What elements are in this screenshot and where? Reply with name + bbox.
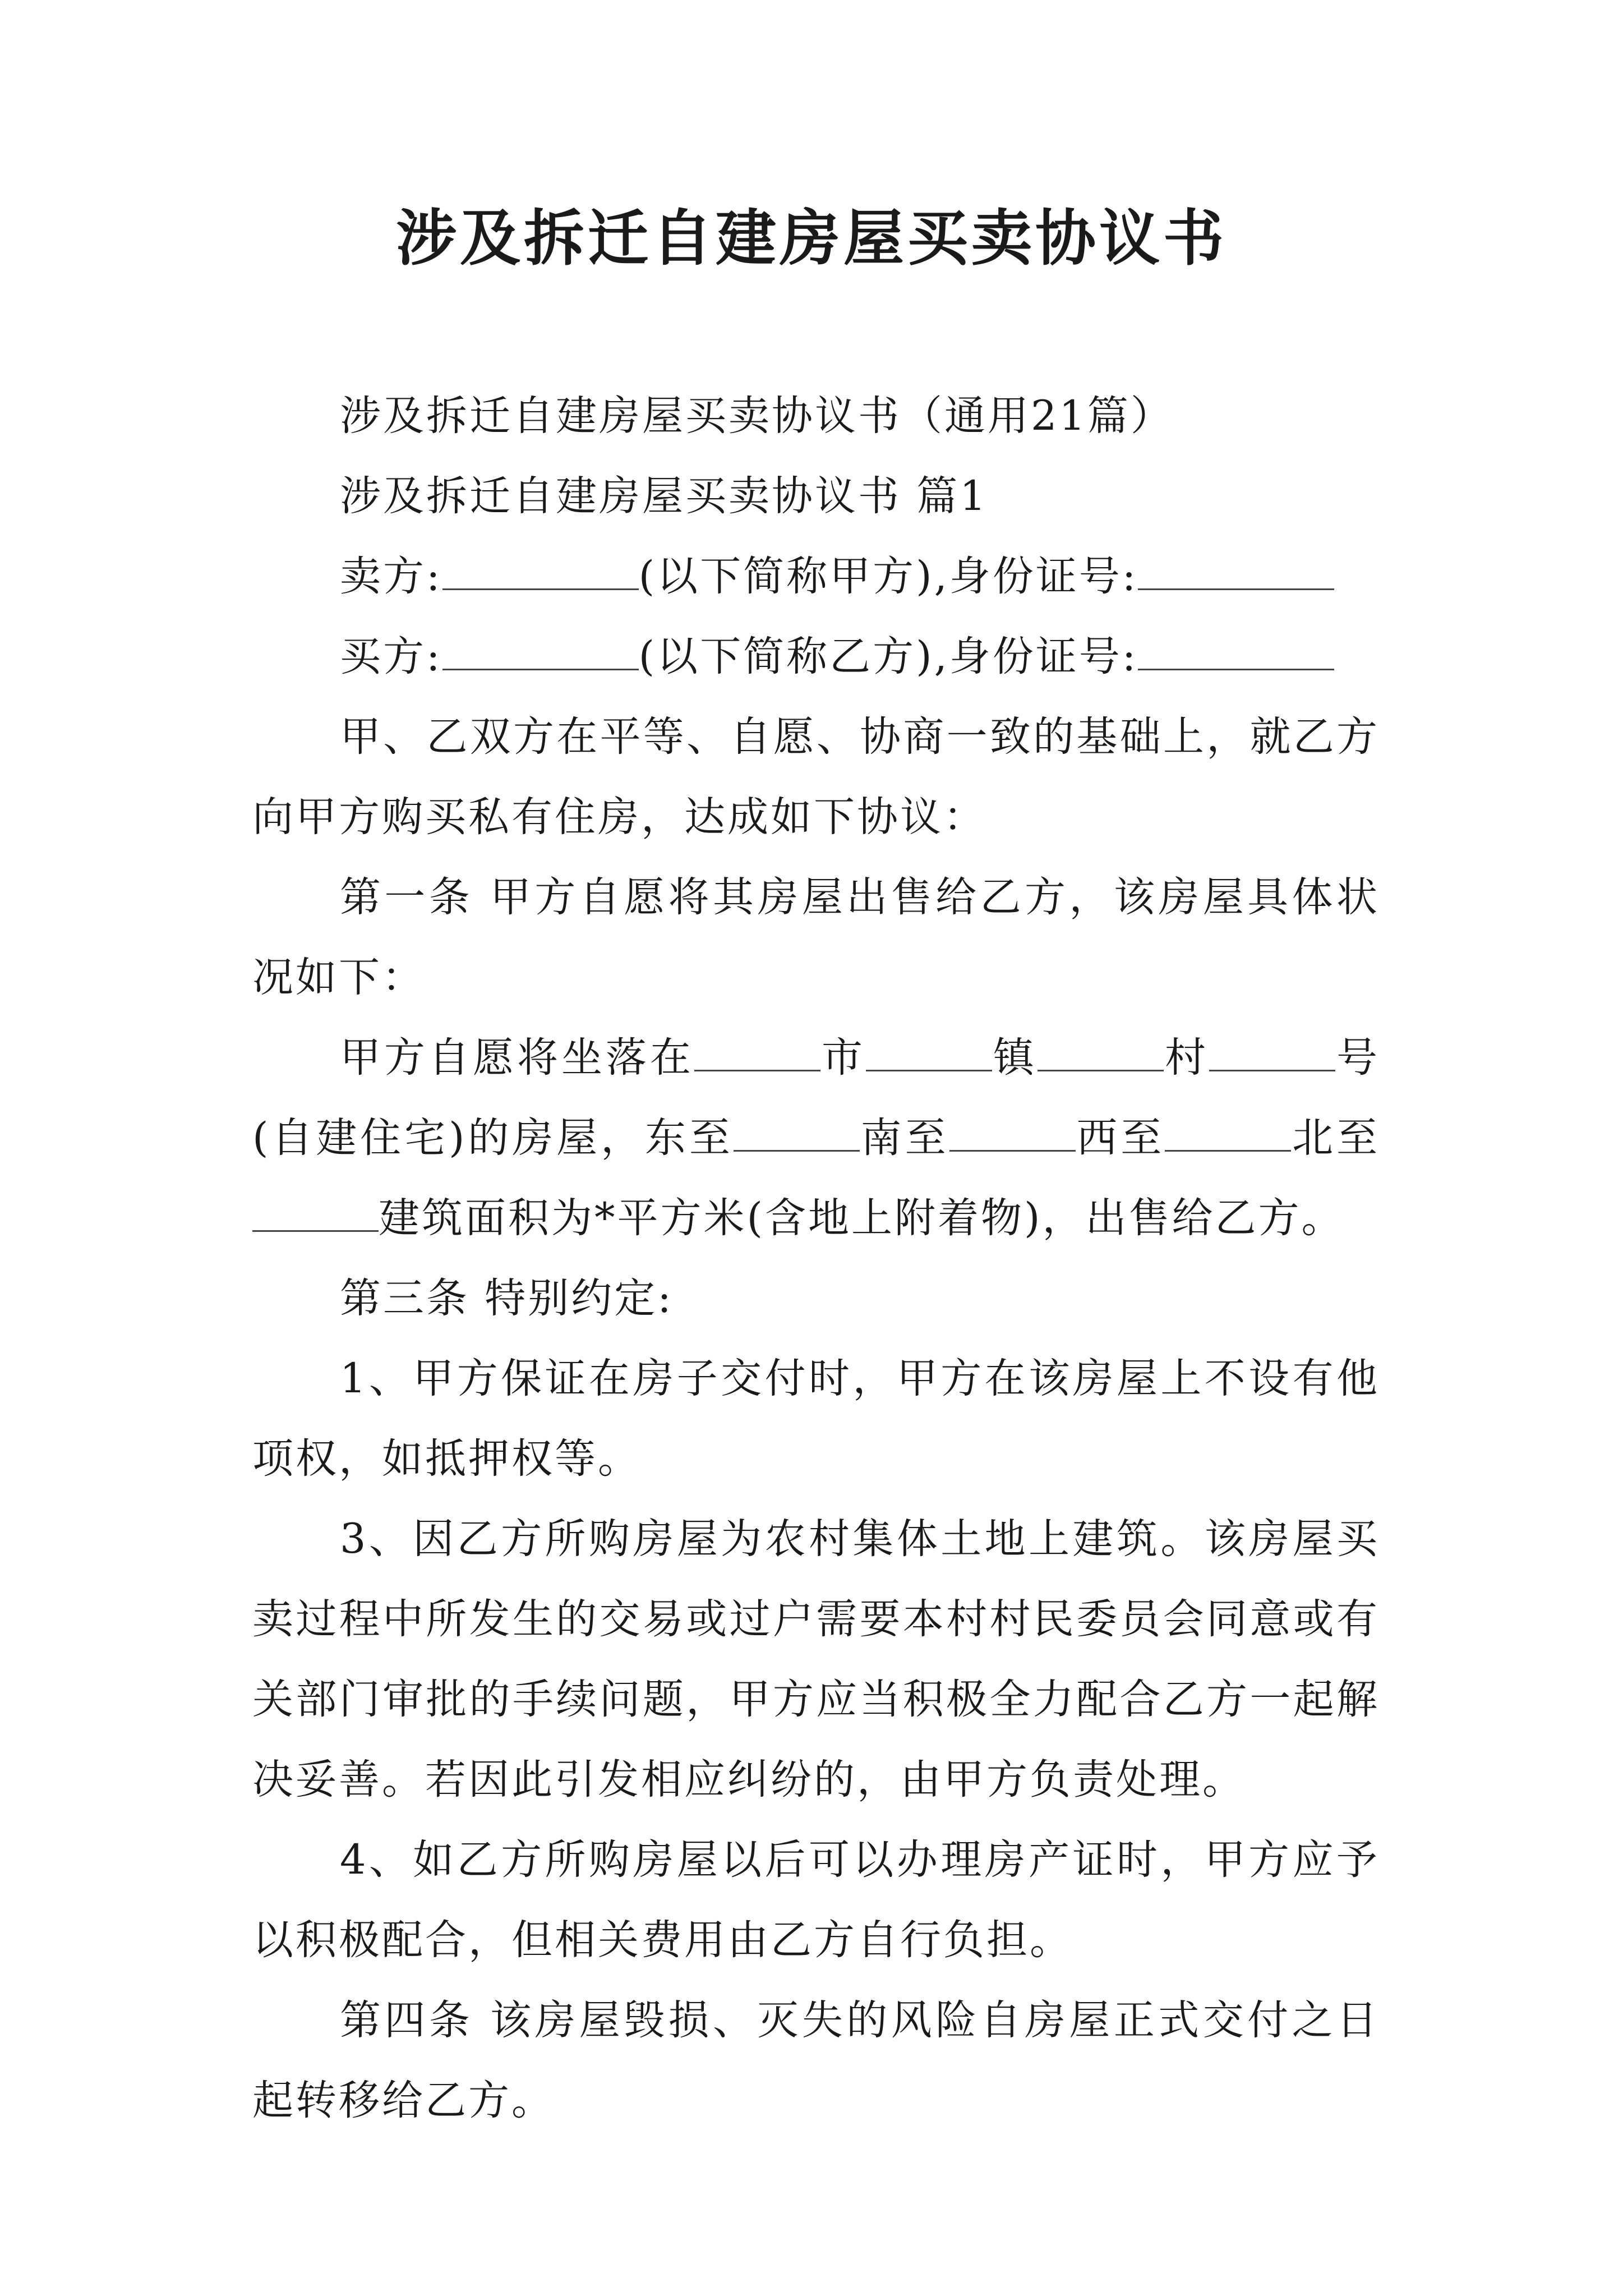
document-body (252, 376, 1380, 2141)
east-blank (734, 1116, 860, 1152)
buyer-id-blank (1138, 635, 1334, 670)
village-blank (1038, 1036, 1164, 1071)
south-blank (949, 1116, 1076, 1152)
seller-name-blank (442, 555, 639, 590)
buyer-line (252, 616, 1380, 697)
clause-4: 4、如乙方所购房屋以后可以办理房产证时，甲方应予以积极配合，但相关费用由乙方自行负担。 (252, 1836, 1380, 1964)
article-1: 第一条 甲方自愿将其房屋出售给乙方，该房屋具体状况如下： (252, 873, 1380, 1001)
city-blank (694, 1036, 820, 1071)
location-paragraph (252, 1018, 1380, 1258)
seller-label: 卖方: (340, 553, 442, 600)
intro-paragraph: 甲、乙双方在平等、自愿、协商一致的基础上，就乙方向甲方购买私有住房，达成如下协议： (252, 713, 1380, 841)
chapter-heading: 涉及拆迁自建房屋买卖协议书 篇1 (340, 472, 988, 520)
seller-text: (以下简称甲方),身份证号: (638, 553, 1138, 600)
buyer-label: 买方: (340, 633, 442, 680)
buyer-name-blank (442, 635, 639, 670)
location-text-7: 西至 (1075, 1114, 1165, 1162)
document-title: 涉及拆迁自建房屋买卖协议书 (395, 203, 1227, 274)
seller-id-blank (1138, 555, 1334, 590)
clause-1: 1、甲方保证在房子交付时，甲方在该房屋上不设有他项权，如抵押权等。 (252, 1355, 1380, 1483)
west-blank (1165, 1116, 1291, 1152)
location-text-4: 村 (1164, 1034, 1209, 1082)
article-3: 第三条 特别约定: (340, 1274, 674, 1322)
location-text-1: 甲方自愿将坐落在 (340, 1034, 694, 1082)
number-blank (1209, 1036, 1335, 1071)
clause-3: 3、因乙方所购房屋为农村集体土地上建筑。该房屋买卖过程中所发生的交易或过户需要本村村民委员会同意或有关部门审批的手续问题，甲方应当积极全力配合乙方一起解决妥善。若因此引发相应纠纷的，由甲方负责处理。 (252, 1515, 1380, 1803)
town-blank (866, 1036, 992, 1071)
location-text-3: 镇 (992, 1034, 1038, 1082)
north-blank (252, 1197, 379, 1232)
location-text-2: 市 (820, 1034, 866, 1082)
document-subtitle: 涉及拆迁自建房屋买卖协议书（通用21篇） (340, 392, 1174, 440)
article-4: 第四条 该房屋毁损、灭失的风险自房屋正式交付之日起转移给乙方。 (252, 1996, 1380, 2124)
location-text-8: 北至 (1291, 1114, 1380, 1162)
buyer-text: (以下简称乙方),身份证号: (638, 633, 1138, 680)
location-text-5: 号(自建住宅)的房屋，东至 (252, 1034, 1380, 1162)
location-text-9: 建筑面积为*平方米(含地上附着物)，出售给乙方。 (379, 1194, 1345, 1242)
location-text-6: 南至 (859, 1114, 949, 1162)
seller-line (252, 536, 1380, 616)
